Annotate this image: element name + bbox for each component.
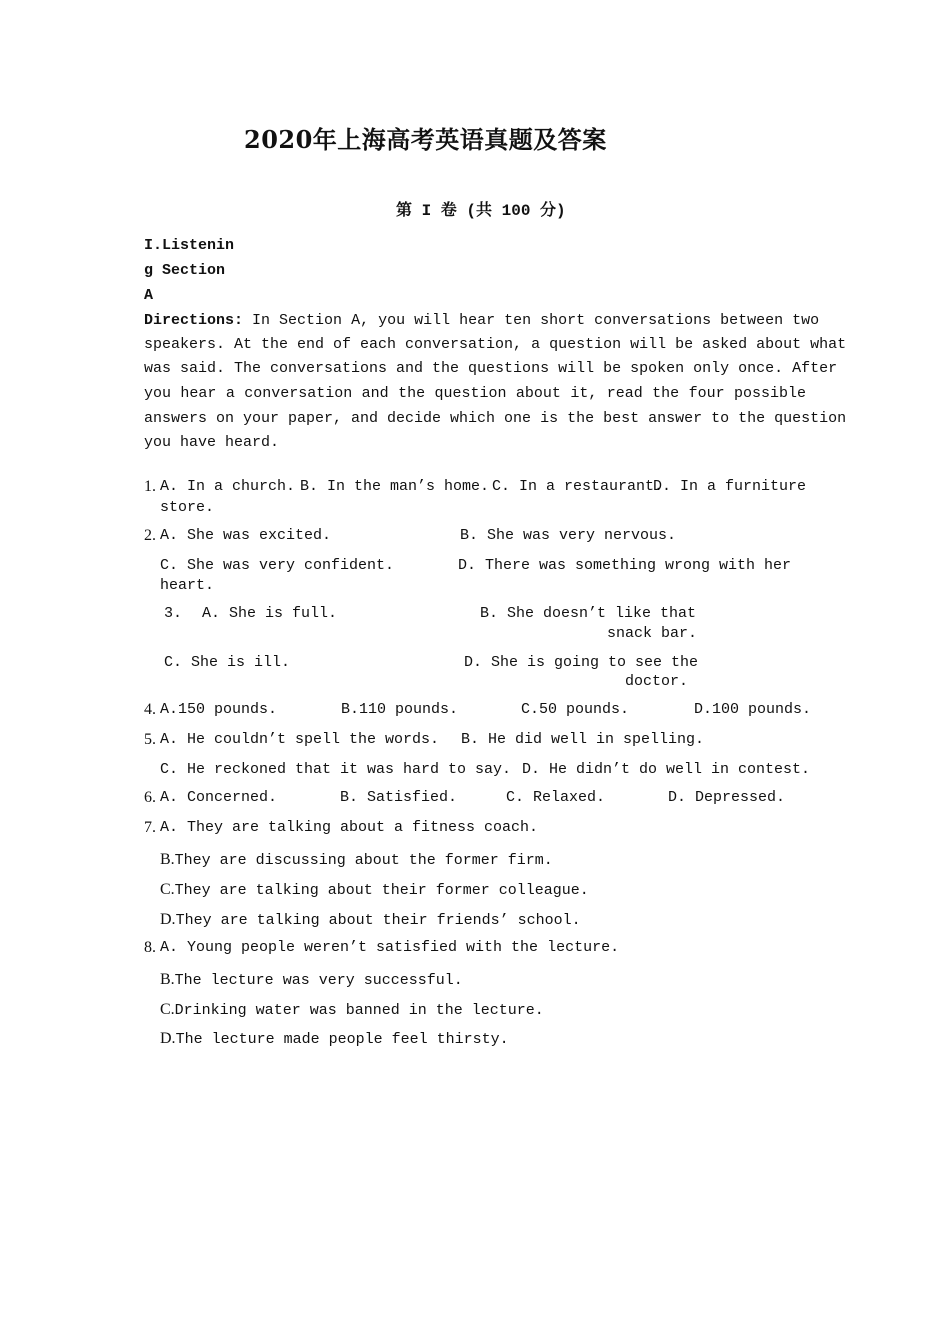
option-d: D.100 pounds.	[694, 701, 812, 718]
question-number: 4.	[144, 701, 156, 718]
option-text: They are talking about their friends’ school.	[175, 912, 581, 929]
option-b: B. Satisfied.	[340, 789, 458, 806]
option-c	[160, 999, 544, 1019]
directions-text-1: In Section A, you will hear ten short conversations between two	[252, 312, 820, 329]
section-label-line3: A	[144, 287, 154, 304]
option-c: C.50 pounds.	[521, 701, 630, 718]
option-d-continued: doctor.	[625, 673, 689, 690]
option-b: B. He did well in spelling.	[461, 731, 705, 748]
option-label: B.	[160, 851, 175, 868]
option-b	[160, 849, 553, 869]
section-label-line2: g Section	[144, 262, 226, 279]
option-a: A. He couldn’t spell the words.	[160, 731, 440, 748]
question-number: 2.	[144, 527, 156, 544]
directions-label: Directions:	[144, 312, 244, 329]
option-label: D.	[160, 911, 176, 928]
option-a: A. Concerned.	[160, 789, 278, 806]
option-label: C.	[160, 881, 175, 898]
option-d	[160, 1028, 509, 1048]
option-text: The lecture was very successful.	[174, 972, 463, 989]
option-a: A. She was excited.	[160, 527, 332, 544]
directions-line-6: you have heard.	[144, 434, 280, 451]
option-c: C. She was very confident.	[160, 557, 395, 574]
option-c	[160, 879, 589, 899]
option-label: D.	[160, 1030, 176, 1047]
option-a: A. Young people weren’t satisfied with the lecture.	[160, 939, 620, 956]
directions-line-1	[144, 312, 820, 329]
option-b: B.110 pounds.	[341, 701, 459, 718]
option-text: They are talking about their former colleague.	[174, 882, 589, 899]
directions-line-4: you hear a conversation and the question about it, read the four possible	[144, 385, 806, 402]
option-c: C. In a restaurant.	[492, 478, 664, 495]
page-title: 2020年上海高考英语真题及答案	[244, 125, 607, 154]
option-c: C. He reckoned that it was hard to say.	[160, 761, 512, 778]
option-b-continued: snack bar.	[607, 625, 698, 642]
directions-line-2: speakers. At the end of each conversation, a question will be asked about what	[144, 336, 847, 353]
section-label-line1: I.Listenin	[144, 237, 235, 254]
option-d-continued: store.	[160, 499, 215, 516]
option-c: C. Relaxed.	[506, 789, 606, 806]
question-number: 3.	[164, 605, 183, 622]
question-number: 7.	[144, 819, 156, 836]
option-b: B. She doesn’t like that	[480, 605, 697, 622]
option-text: They are discussing about the former firm.	[174, 852, 553, 869]
option-b: B. She was very nervous.	[460, 527, 677, 544]
directions-line-3: was said. The conversations and the questions will be spoken only once. After	[144, 360, 838, 377]
question-number: 5.	[144, 731, 156, 748]
option-d: D. He didn’t do well in contest.	[522, 761, 811, 778]
option-a: A. She is full.	[202, 605, 338, 622]
option-b: B. In the man’s home.	[300, 478, 490, 495]
option-a: A.150 pounds.	[160, 701, 278, 718]
option-label: B.	[160, 971, 175, 988]
directions-line-5: answers on your paper, and decide which one is the best answer to the question	[144, 410, 847, 427]
question-number: 6.	[144, 789, 156, 806]
option-a: A. They are talking about a fitness coach.	[160, 819, 539, 836]
option-text: Drinking water was banned in the lecture.	[174, 1002, 544, 1019]
option-d-continued: heart.	[160, 577, 215, 594]
option-a: A. In a church.	[160, 478, 296, 495]
option-label: C.	[160, 1001, 175, 1018]
option-text: The lecture made people feel thirsty.	[175, 1031, 509, 1048]
option-d: D. Depressed.	[668, 789, 786, 806]
option-d: D. There was something wrong with her	[458, 557, 792, 574]
option-d: D. In a furniture	[653, 478, 807, 495]
option-b	[160, 969, 463, 989]
option-c: C. She is ill.	[164, 654, 291, 671]
option-d	[160, 909, 581, 929]
question-number: 8.	[144, 939, 156, 956]
option-d: D. She is going to see the	[464, 654, 699, 671]
question-number: 1.	[144, 478, 156, 495]
volume-heading: 第 I 卷 (共 100 分)	[396, 202, 566, 220]
